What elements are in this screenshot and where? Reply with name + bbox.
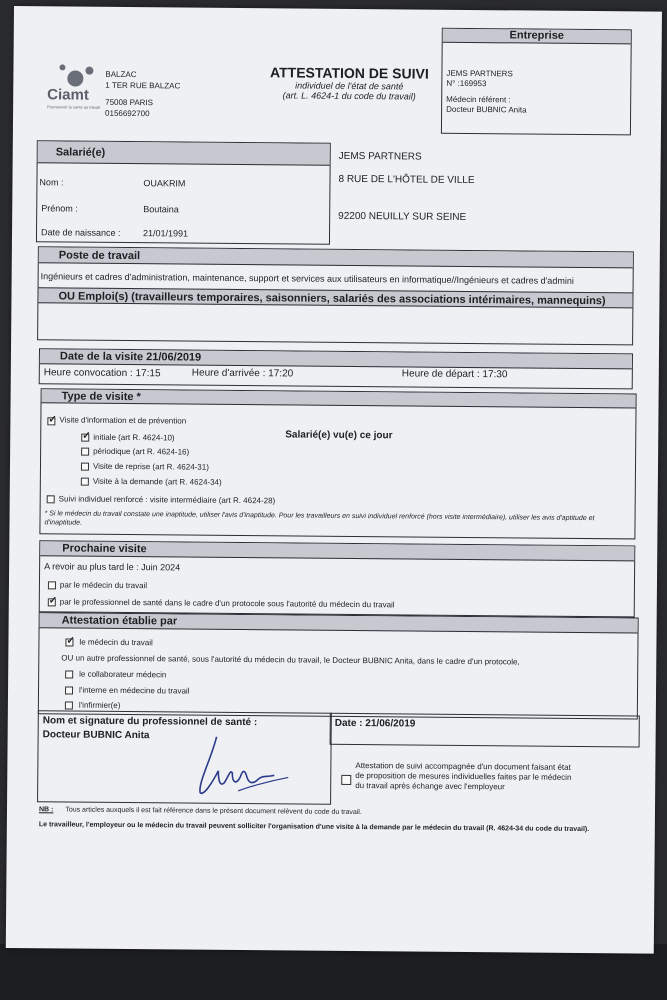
- prochaine-medecin-checkbox[interactable]: [48, 581, 56, 589]
- date-box: Date : 21/06/2019: [330, 713, 640, 748]
- initiale-checkbox[interactable]: [81, 434, 89, 442]
- employer-address: JEMS PARTNERS 8 RUE DE L'HÔTEL DE VILLE 92200 NEUILLY SUR SEINE: [338, 150, 475, 223]
- renforce-checkbox[interactable]: [47, 495, 55, 503]
- nb-note: NB : Tous articles auxquels il est fait référence dans le présent document relèvent du code du travail.: [38, 806, 362, 817]
- footnote: * Si le médecin du travail constate une inaptitude, utiliser l'avis d'inaptitude. Pour les travailleurs en suivi individuel renforcé (hors visite intermédiaire), utiliser les avis d'aptitude et d'inaptitude.: [44, 510, 595, 527]
- visite-box: Date de la visite 21/06/2019 Heure convocation : 17:15 Heure d'arrivée : 17:20 Heure de départ : 17:30: [39, 348, 633, 389]
- legal-note: Le travailleur, l'employeur ou le médecin du travail peuvent solliciter l'organisation d'une visite à la demande par le médecin du travail (R. 4624-34 du code du travail).: [38, 821, 590, 834]
- signature-box: Nom et signature du professionnel de santé : Docteur BUBNIC Anita: [37, 710, 332, 805]
- demande-checkbox[interactable]: [81, 478, 89, 486]
- poste-box: Poste de travail Ingénieurs et cadres d'administration, maintenance, support et services aux utilisateurs en informatique//Ingénieurs et cadres d'admini OU Emploi(s) (travailleurs temporaires, saisonniers, salariés des associations intérimaires, mannequins): [37, 246, 634, 345]
- prochaine-visite-box: Prochaine visite A revoir au plus tard le : Juin 2024 par le médecin du travail ✓ par le professionnel de santé dans le cadre d'un protocole sous l'autorité du médecin du travail: [39, 540, 636, 617]
- mesures-checkbox[interactable]: [341, 775, 351, 785]
- prochaine-professionnel-checkbox[interactable]: [48, 598, 56, 606]
- reprise-checkbox[interactable]: [81, 463, 89, 471]
- salarie-box: Salarié(e) Nom : OUAKRIM Prénom : Boutaina Date de naissance : 21/01/1991: [36, 140, 331, 245]
- interne-checkbox[interactable]: [65, 686, 73, 694]
- org-address: BALZAC 1 TER RUE BALZAC 75008 PARIS 0156692700: [105, 69, 181, 119]
- mesures-text: Attestation de suivi accompagnée d'un document faisant état de proposition de mesures individuelles faites par le médecin du travail après échange avec l'employeur: [355, 761, 572, 792]
- attestation-document: [6, 6, 662, 954]
- attestation-box: Attestation établie par ✓ le médecin du travail OU un autre professionnel de santé, sous l'autorité du médecin du travail, le Docteur BUBNIC Anita, dans le cadre d'un protocole, le collaborateur médecin l'interne en médecine du travail l'infirmier(e): [38, 612, 639, 719]
- collaborateur-checkbox[interactable]: [65, 670, 73, 678]
- visite-information-checkbox[interactable]: [47, 417, 55, 425]
- infirmier-checkbox[interactable]: [65, 701, 73, 709]
- document-title: ATTESTATION DE SUIVI individuel de l'état de santé (art. L. 4624-1 du code du travail): [270, 64, 429, 102]
- entreprise-box: Entreprise JEMS PARTNERS N° :169953 Médecin référent : Docteur BUBNIC Anita: [441, 28, 632, 136]
- handwritten-signature: [188, 731, 309, 802]
- ciamt-logo: Ciamt Promouvoir la santé au travail: [47, 62, 107, 111]
- type-visite-box: Type de visite * ✓ Visite d'information et de prévention ✓ initiale (art R. 4624-10) périodique (art R. 4624-16) Visite de reprise (art R. 4624-31) Visite à la demande (art R. 4624-34) Salarié(e) vu(e) ce jour Suivi individuel renforcé : visite intermédiaire (art R. 4624-28) * Si le médecin du travail constate une inaptitude, utiliser l'avis d'inaptitude. Pour les travailleurs en suivi individuel renforcé (hors visite intermédiaire), utiliser les avis d'aptitude et d'inaptitude.: [39, 388, 636, 539]
- attestation-medecin-checkbox[interactable]: [65, 638, 73, 646]
- periodique-checkbox[interactable]: [81, 448, 89, 456]
